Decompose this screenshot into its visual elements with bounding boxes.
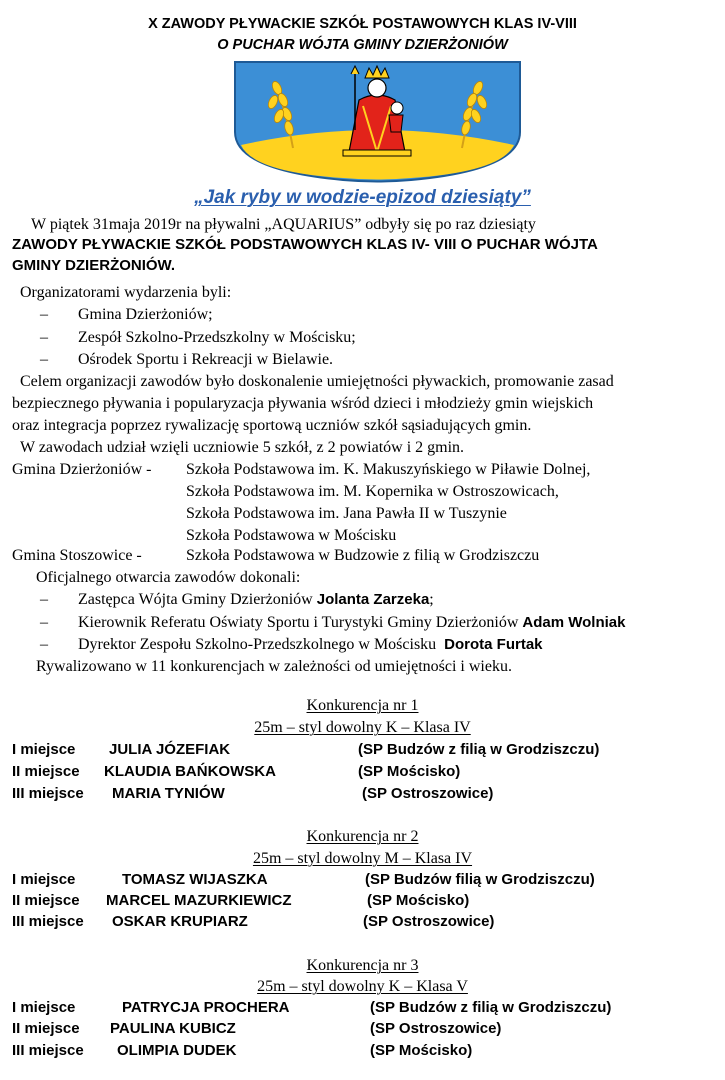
competition-event: 25m – styl dowolny K – Klasa V <box>257 978 468 995</box>
school-name: Szkoła Podstawowa w Budzowie z filią w Grodziszczu <box>186 547 540 564</box>
coat-of-arms-image <box>231 60 524 183</box>
organizer-item: – Ośrodek Sportu i Rekreacji w Bielawie. <box>40 351 334 368</box>
organizer-item: – Gmina Dzierżoniów; <box>40 306 213 323</box>
competition-event: 25m – styl dowolny M – Klasa IV <box>252 850 473 867</box>
intro-bold-line: GMINY DZIERŻONIÓW. <box>12 257 176 274</box>
result-school: (SP Ostroszowice) <box>370 1020 502 1037</box>
result-name: TOMASZ WIJASZKA <box>122 871 268 888</box>
organizers-heading: Organizatorami wydarzenia byli: <box>20 284 232 301</box>
result-name: JULIA JÓZEFIAK <box>109 741 231 758</box>
result-place: III miejsce <box>12 785 84 802</box>
result-name: OLIMPIA DUDEK <box>117 1042 237 1059</box>
result-place: III miejsce <box>12 913 84 930</box>
competition-title: Konkurencja nr 1 <box>306 697 419 714</box>
result-name: MARCEL MAZURKIEWICZ <box>106 892 292 909</box>
result-place: I miejsce <box>12 741 76 758</box>
result-school: (SP Mościsko) <box>367 892 470 909</box>
result-place: III miejsce <box>12 1042 84 1059</box>
opening-item: – Kierownik Referatu Oświaty Sportu i Turystyki Gminy Dzierżoniów Adam Wolniak <box>40 614 626 631</box>
school-name: Szkoła Podstawowa im. K. Makuszyńskiego w Piławie Dolnej, <box>186 461 591 478</box>
purpose-line: W zawodach udział wzięli uczniowie 5 szkół, z 2 powiatów i 2 gmin. <box>20 439 465 456</box>
result-school: (SP Mościsko) <box>370 1042 473 1059</box>
summary-line: Rywalizowano w 11 konkurencjach w zależności od umiejętności i wieku. <box>36 658 512 675</box>
result-school: (SP Ostroszowice) <box>363 913 495 930</box>
article-headline: „Jak ryby w wodzie-epizod dziesiąty” <box>194 187 531 208</box>
competition-event: 25m – styl dowolny K – Klasa IV <box>254 719 471 736</box>
intro-bold-line: ZAWODY PŁYWACKIE SZKÓŁ PODSTAWOWYCH KLAS IV- VIII O PUCHAR WÓJTA <box>12 236 598 253</box>
result-name: OSKAR KRUPIARZ <box>112 913 248 930</box>
gmina-label: Gmina Stoszowice - <box>12 547 142 564</box>
result-school: (SP Mościsko) <box>358 763 461 780</box>
result-school: (SP Ostroszowice) <box>362 785 494 802</box>
opening-item: – Dyrektor Zespołu Szkolno-Przedszkolnego w Mościsku Dorota Furtak <box>40 636 543 653</box>
result-name: MARIA TYNIÓW <box>112 785 225 802</box>
document-title: X ZAWODY PŁYWACKIE SZKÓŁ POSTAWOWYCH KLAS IV-VIII <box>148 16 577 32</box>
competition-title: Konkurencja nr 2 <box>306 828 419 845</box>
school-name: Szkoła Podstawowa w Mościsku <box>186 527 397 544</box>
opening-item: – Zastępca Wójta Gminy Dzierżoniów Jolanta Zarzeka; <box>40 591 434 608</box>
purpose-line: oraz integracja poprzez rywalizację sportową uczniów szkół sąsiadujących gmin. <box>12 417 532 434</box>
result-place: II miejsce <box>12 892 80 909</box>
result-school: (SP Budzów z filią w Grodziszczu) <box>358 741 600 758</box>
result-place: I miejsce <box>12 999 76 1016</box>
competition-title: Konkurencja nr 3 <box>306 957 419 974</box>
result-name: KLAUDIA BAŃKOWSKA <box>104 763 276 780</box>
result-school: (SP Budzów filią w Grodziszczu) <box>365 871 595 888</box>
purpose-line: bezpiecznego pływania i popularyzacja pływania wśród dzieci i młodzieży gmin wiejskich <box>12 395 594 412</box>
result-school: (SP Budzów z filią w Grodziszczu) <box>370 999 612 1016</box>
gmina-label: Gmina Dzierżoniów - <box>12 461 152 478</box>
result-place: I miejsce <box>12 871 76 888</box>
purpose-line: Celem organizacji zawodów było doskonalenie umiejętności pływackich, promowanie zasad <box>20 373 614 390</box>
result-name: PAULINA KUBICZ <box>110 1020 236 1037</box>
document-subtitle: O PUCHAR WÓJTA GMINY DZIERŻONIÓW <box>217 37 508 53</box>
intro-line: W piątek 31maja 2019r na pływalni „AQUARIUS” odbyły się po raz dziesiąty <box>31 216 536 233</box>
result-name: PATRYCJA PROCHERA <box>122 999 290 1016</box>
result-place: II miejsce <box>12 1020 80 1037</box>
organizer-item: – Zespół Szkolno-Przedszkolny w Mościsku; <box>40 329 356 346</box>
opening-heading: Oficjalnego otwarcia zawodów dokonali: <box>36 569 301 586</box>
person-name: Adam Wolniak <box>522 614 626 631</box>
school-name: Szkoła Podstawowa im. Jana Pawła II w Tuszynie <box>186 505 507 522</box>
person-name: Jolanta Zarzeka <box>316 591 430 608</box>
result-place: II miejsce <box>12 763 80 780</box>
person-name: Dorota Furtak <box>444 636 543 653</box>
school-name: Szkoła Podstawowa im. M. Kopernika w Ostroszowicach, <box>186 483 559 500</box>
